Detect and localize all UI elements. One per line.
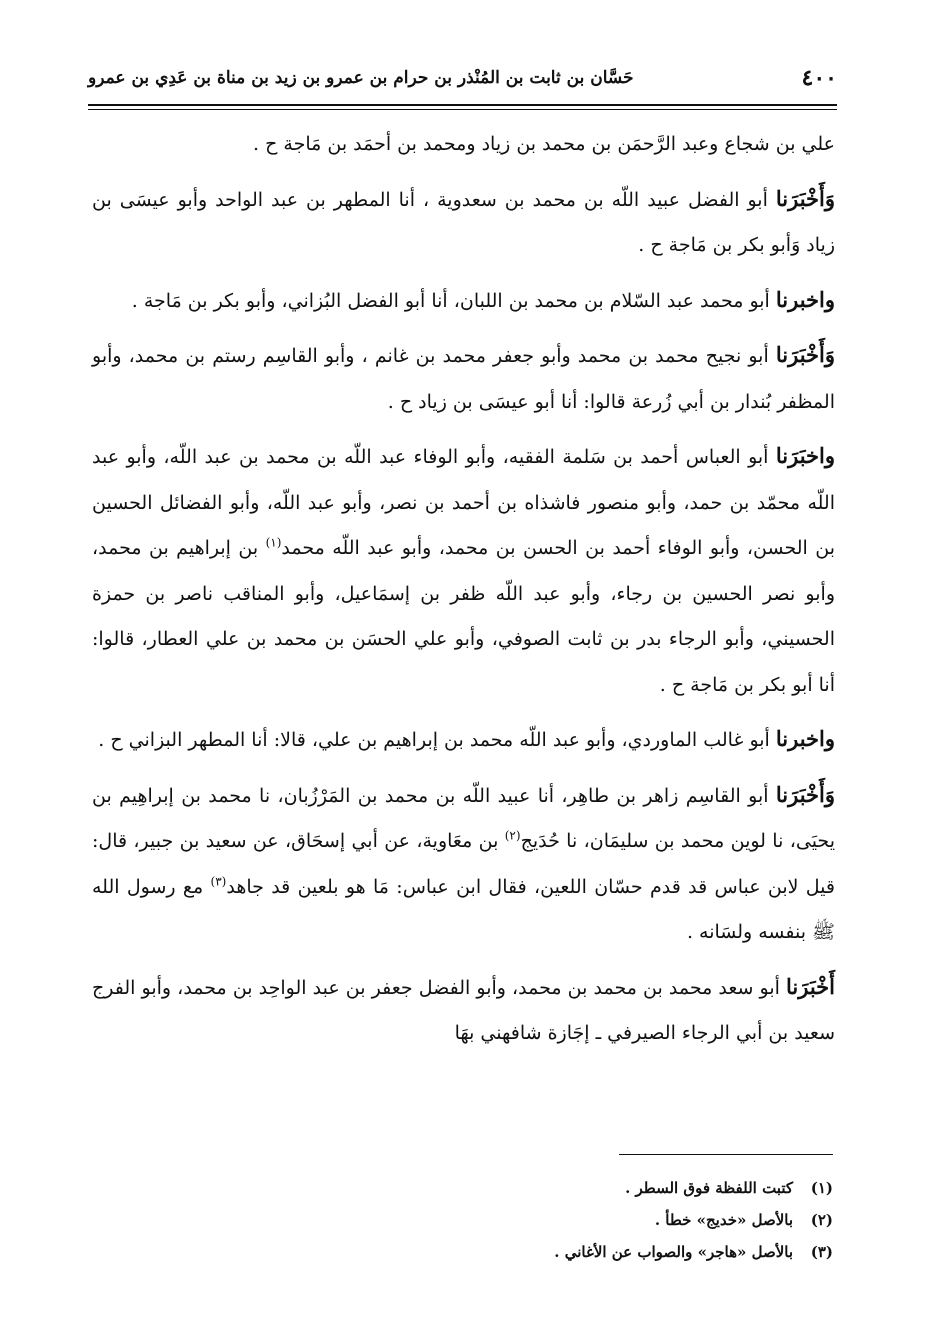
paragraph-text: أبو نجيح محمد بن محمد وأبو جعفر محمد بن غانم ، وأبو القاسِم رستم بن محمد، وأبو المظفر بُندار بن أبي زُرعة قالوا: أنا أبو عيسَى بن زياد ح . xyxy=(92,345,835,413)
footnote-1 xyxy=(300,1172,833,1204)
paragraph-text: أبو الفضل عبيد اللّه بن محمد بن سعدوية ، أنا المطهر بن عبد الواحد وأبو عيسَى بن زياد وَأبو بكر بن مَاجة ح . xyxy=(92,188,835,256)
footnote-rule xyxy=(619,1154,833,1155)
paragraph-lead: أَخْبَرَنا xyxy=(786,973,835,999)
footnote-marker: (١) xyxy=(265,535,282,550)
paragraph-8 xyxy=(92,964,835,1057)
paragraph-text: أبو محمد عبد السّلام بن محمد بن اللبان، أنا أبو الفضل البُزاني، وأبو بكر بن مَاجة . xyxy=(131,289,776,312)
paragraph-text: علي بن شجاع وعبد الرَّحمَن بن محمد بن زياد ومحمد بن أحمَد بن مَاجة ح . xyxy=(253,133,835,155)
paragraph-lead: واخبرنا xyxy=(775,726,835,751)
footnotes xyxy=(300,1172,833,1268)
footnote-text: كتبت اللفظة فوق السطر . xyxy=(625,1179,793,1197)
footnote-marker: (٢) xyxy=(504,828,521,843)
footnote-number: (٣) xyxy=(810,1243,833,1261)
paragraph-text-continued: مع رسول الله ﷺ بنفسه ولسَانه . xyxy=(92,875,835,943)
running-header xyxy=(88,58,837,98)
paragraph-4 xyxy=(92,332,835,425)
paragraph-1 xyxy=(92,122,835,168)
main-text xyxy=(92,122,835,1065)
footnote-3 xyxy=(300,1236,833,1268)
paragraph-text: أبو سعد محمد بن محمد بن محمد، وأبو الفضل جعفر بن عبد الواحِد بن محمد، وأبو الفرج سعيد بن أبي الرجاء الصيرفي ـ إجَازة شافهني بهَا xyxy=(92,976,835,1044)
footnote-marker: (٣) xyxy=(210,874,227,889)
paragraph-text: أبو غالب الماوردي، وأبو عبد اللّه محمد بن إبراهيم بن علي، قالا: أنا المطهر البزاني ح . xyxy=(98,729,776,751)
paragraph-lead: وَأَخْبَرَنا xyxy=(775,781,835,807)
paragraph-5 xyxy=(92,433,835,708)
footnote-text: بالأصل «خديج» خطأ . xyxy=(654,1211,793,1229)
footnote-number: (١) xyxy=(810,1179,833,1197)
paragraph-3 xyxy=(92,277,835,325)
footnote-number: (٢) xyxy=(810,1211,833,1229)
paragraph-text-continued: بن معَاوية، عن أبي إسحَاق، عن سعيد بن جبير، قال: قيل لابن عباس قد قدم حسّان اللعين، فقال ابن عباس: مَا هو بلعين قد جاهد xyxy=(92,830,835,898)
paragraph-lead: وَأَخْبَرَنا xyxy=(775,185,835,211)
paragraph-text: أبو القاسِم زاهر بن طاهِر، أنا عبيد اللّه بن محمد بن المَرْزُبان، نا محمد بن إبراهِيم بن يحيَى، نا لوين محمد بن سليمَان، نا حُدَيج xyxy=(92,784,835,852)
paragraph-lead: وَأَخْبَرَنا xyxy=(775,342,835,367)
paragraph-6 xyxy=(92,716,835,764)
paragraph-lead: واخبَرَنا xyxy=(775,443,835,468)
paragraph-2 xyxy=(92,176,835,269)
header-rule xyxy=(88,104,837,110)
paragraph-lead: واخبرنا xyxy=(775,286,835,312)
paragraph-text: أبو العباس أحمد بن سَلمة الفقيه، وأبو الوفاء عبد اللّه بن محمد بن عبد اللّه، وأبو عبد اللّه محمّد بن حمد، وأبو منصور فاشذاه بن أحمد بن نصر، وأبو عبد اللّه، وأبو الفضائل الحسين بن الحسن، وأبو الوفاء أحمد بن الحسن بن محمد، وأبو عبد اللّه محمد xyxy=(92,446,835,559)
page-number: ٤٠٠ xyxy=(801,65,837,91)
paragraph-text-continued: بن إبراهيم بن محمد، وأبو نصر الحسين بن رجاء، وأبو عبد اللّه ظفر بن إسمَاعيل، وأبو المناقب ناصر بن حمزة الحسيني، وأبو الرجاء بدر بن ثابت الصوفي، وأبو علي الحسَن بن محمد بن علي العطار، قالوا: أنا أبو بكر بن مَاجة ح . xyxy=(92,537,835,696)
footnote-2 xyxy=(300,1204,833,1236)
paragraph-7 xyxy=(92,772,835,956)
footnote-text: بالأصل «هاجر» والصواب عن الأغاني . xyxy=(554,1243,793,1261)
running-header-title: حَسَّان بن ثابت بن المُنْذر بن حرام بن عمرو بن زيد بن مناة بن عَدِي بن عمرو xyxy=(88,68,634,88)
